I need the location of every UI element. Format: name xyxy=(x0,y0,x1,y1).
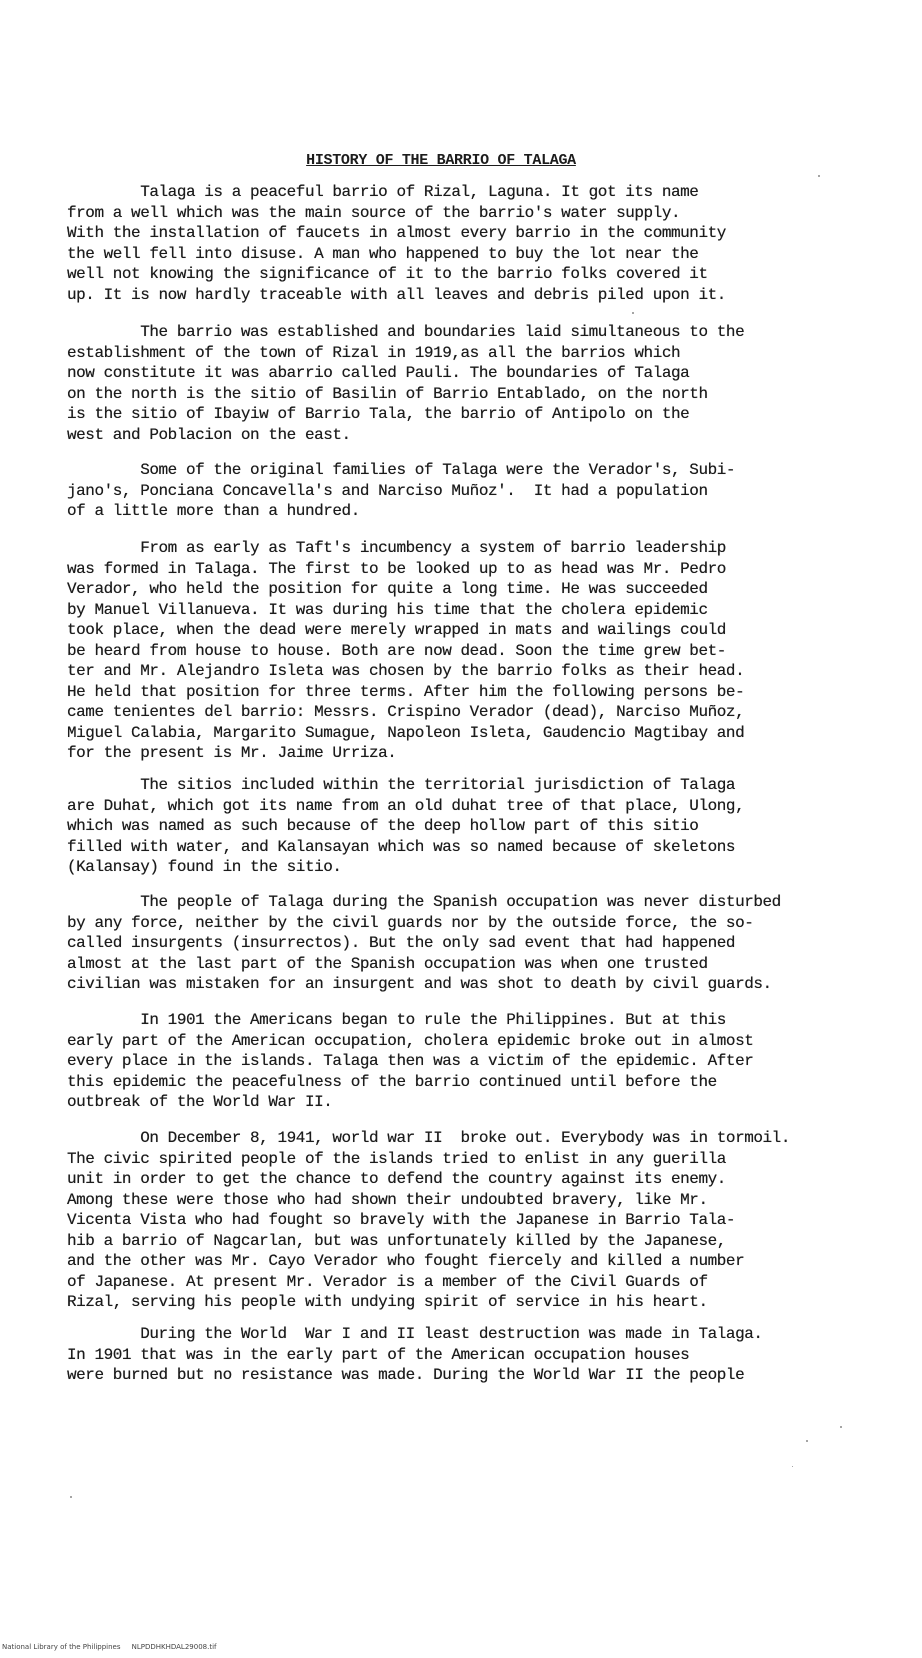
scan-speck xyxy=(806,1440,808,1442)
paragraph-9: During the World War I and II least destruction was made in Talaga. In 1901 that was in the early part of the American occupation houses were burned but no resistance was made. During the World War II the people xyxy=(67,1325,763,1384)
scan-speck xyxy=(818,175,820,177)
scan-speck xyxy=(632,312,634,314)
paragraph-1: Talaga is a peaceful barrio of Rizal, Laguna. It got its name from a well which was the main source of the barrio's water supply. With the installation of faucets in almost every barrio in the community the well fell into disuse. A man who happened to buy the lot near the well not knowing the significance of it to the barrio folks covered it up. It is now hardly traceable with all leaves and debris piled upon it. xyxy=(67,183,726,304)
paragraph-5: The sitios included within the territorial jurisdiction of Talaga are Duhat, which got its name from an old duhat tree of that place, Ulong, which was named as such because of the deep hollow part of this sitio filled with water, and Kalansayan which was so named because of skeletons (Kalansay) found in the sitio. xyxy=(67,776,745,876)
scan-speck xyxy=(792,1466,793,1467)
scan-speck xyxy=(70,1496,72,1498)
paragraph-3: Some of the original families of Talaga were the Verador's, Subi- jano's, Ponciana Concavella's and Narciso Muñoz'. It had a population of a little more than a hundred. xyxy=(67,461,736,520)
document-title: HISTORY OF THE BARRIO OF TALAGA xyxy=(306,152,576,169)
paragraph-6: The people of Talaga during the Spanish occupation was never disturbed by any force, neither by the civil guards nor by the outside force, the so- called insurgents (insurrectos). But the only sad event that had happened almost at the last part of the Spanish occupation was when one trusted civilian was mistaken for an insurgent and was shot to death by civil guards. xyxy=(67,893,781,993)
scan-footer: National Library of the Philippines NLPDDHKHDAL29008.tif xyxy=(2,1643,217,1651)
scan-speck xyxy=(840,1426,842,1428)
paragraph-4: From as early as Taft's incumbency a system of barrio leadership was formed in Talaga. The first to be looked up to as head was Mr. Pedro Verador, who held the position for quite a long time. He was succeeded by Manuel Villanueva. It was during his time that the cholera epidemic took place, when the dead were merely wrapped in mats and wailings could be heard from house to house. Both are now dead. Soon the time grew bet- ter and Mr. Alejandro Isleta was chosen by the barrio folks as their head. He held that position for three terms. After him the following persons be- came tenientes del barrio: Messrs. Crispino Verador (dead), Narciso Muñoz, Miguel Calabia, Margarito Sumague, Napoleon Isleta, Gaudencio Magtibay and for the present is Mr. Jaime Urriza. xyxy=(67,539,745,762)
paragraph-2: The barrio was established and boundaries laid simultaneous to the establishment of the town of Rizal in 1919,as all the barrios which now constitute it was abarrio called Pauli. The boundaries of Talaga on the north is the sitio of Basilin of Barrio Entablado, on the north is the sitio of Ibayiw of Barrio Tala, the barrio of Antipolo on the west and Poblacion on the east. xyxy=(67,323,745,444)
paragraph-7: In 1901 the Americans began to rule the Philippines. But at this early part of the American occupation, cholera epidemic broke out in almost every place in the islands. Talaga then was a victim of the epidemic. After this epidemic the peacefulness of the barrio continued until before the outbreak of the World War II. xyxy=(67,1011,754,1111)
paragraph-8: On December 8, 1941, world war II broke out. Everybody was in tormoil. The civic spirited people of the islands tried to enlist in any guerilla unit in order to get the chance to defend the country against its enemy. Among these were those who had shown their undoubted bravery, like Mr. Vicenta Vista who had fought so bravely with the Japanese in Barrio Tala- hib a barrio of Nagcarlan, but was unfortunately killed by the Japanese, and the other was Mr. Cayo Verador who fought fiercely and killed a number of Japanese. At present Mr. Verador is a member of the Civil Guards of Rizal, serving his people with undying spirit of service in his heart. xyxy=(67,1129,790,1311)
